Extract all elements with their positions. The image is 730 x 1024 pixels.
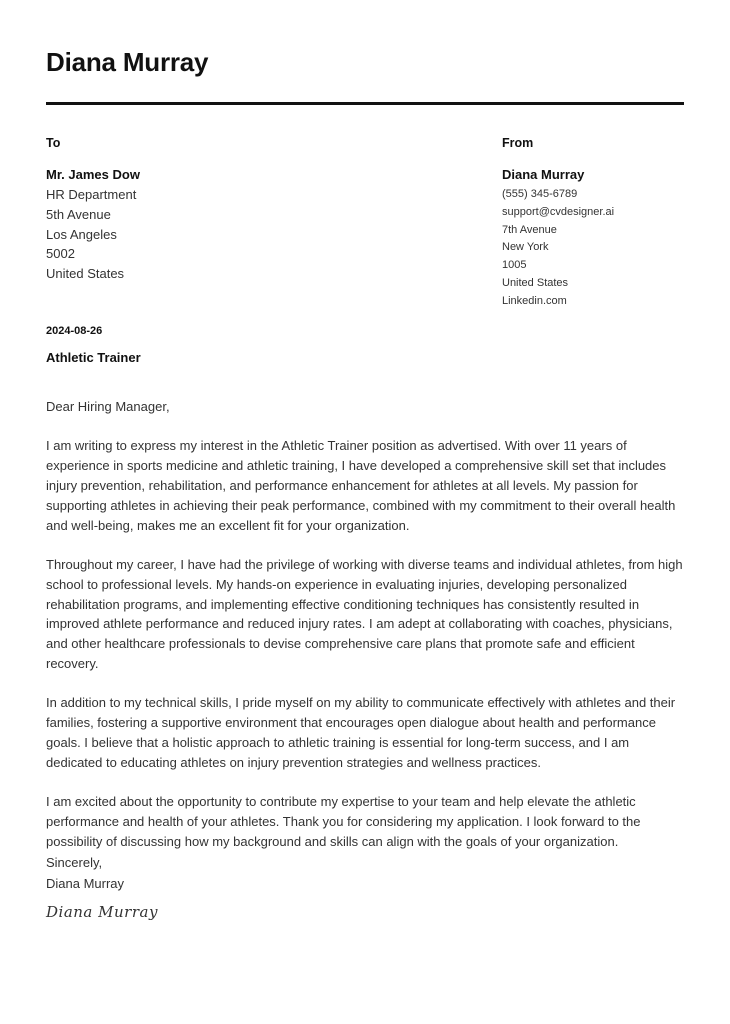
sender-website: Linkedin.com — [502, 294, 567, 307]
letter-date: 2024-08-26 — [46, 325, 103, 337]
header-divider — [46, 102, 684, 105]
recipient-postal-code: 5002 — [46, 246, 75, 262]
recipient-department: HR Department — [46, 187, 137, 202]
page-title: Diana Murray — [46, 47, 209, 77]
sender-city: New York — [502, 241, 549, 254]
letter-body — [46, 397, 686, 871]
recipient-block — [46, 134, 140, 284]
recipient-street: 5th Avenue — [46, 206, 111, 222]
sender-street: 7th Avenue — [502, 223, 557, 236]
sender-country: United States — [502, 276, 569, 289]
sender-block — [502, 134, 614, 311]
closing-block — [46, 852, 124, 894]
body-paragraph: Throughout my career, I have had the privilege of working with diverse teams and individual athletes, from high school to professional levels. My hands-on experience in evaluating injuries, developing personalized rehabilitation programs, and implementing effective conditioning techniques has consistently resulted in improved athlete performance and reduced injury rates. I am adept at collaborating with coaches, physicians, and other healthcare professionals to devise comprehensive care plans that promote safe and efficient recovery. — [46, 556, 683, 671]
salutation: Dear Hiring Manager, — [46, 399, 170, 414]
recipient-label: To — [46, 136, 61, 150]
body-paragraph: I am excited about the opportunity to contribute my expertise to your team and help elevate the athletic performance and health of your athletes. Thank you for considering my application. I look forward to the possibility of discussing how my background and skills can align with the goals of your organization. — [46, 794, 641, 849]
handwritten-signature: Diana Murray — [46, 903, 158, 921]
closing-phrase: Sincerely, — [46, 855, 103, 870]
recipient-country: United States — [46, 266, 125, 282]
sender-postal-code: 1005 — [502, 259, 527, 272]
body-paragraph: I am writing to express my interest in the Athletic Trainer position as advertised. With over 11 years of experience in sports medicine and athletic training, I have developed a comprehensive skill set that includes injury prevention, rehabilitation, and performance enhancement for athletes at all levels. My passion for supporting athletes in achieving their peak performance, combined with my commitment to their overall health and well-being, makes me an excellent fit for your organization. — [46, 438, 676, 533]
recipient-name: Mr. James Dow — [46, 167, 140, 182]
sender-phone: (555) 345-6789 — [502, 188, 578, 200]
recipient-city: Los Angeles — [46, 226, 117, 242]
closing-name: Diana Murray — [46, 876, 125, 891]
sender-label: From — [502, 136, 534, 150]
sender-email: support@cvdesigner.ai — [502, 205, 615, 218]
letter-subject: Athletic Trainer — [46, 350, 141, 365]
body-paragraph: In addition to my technical skills, I pride myself on my ability to communicate effectively with athletes and their families, fostering a supportive environment that encourages open dialogue about health and performance goals. I believe that a holistic approach to athletic training is essential for long-term success, and I am dedicated to educating athletes on injury prevention strategies and wellness practices. — [46, 695, 676, 770]
sender-name: Diana Murray — [502, 167, 585, 182]
